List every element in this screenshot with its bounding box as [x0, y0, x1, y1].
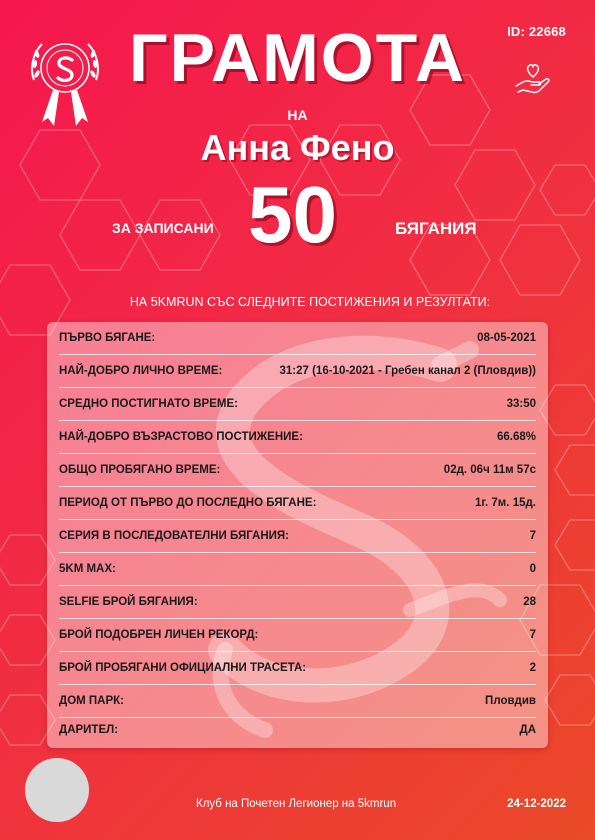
avatar-placeholder — [25, 758, 89, 822]
runs-prefix: ЗА ЗАПИСАНИ — [112, 220, 214, 236]
stat-value: 28 — [523, 596, 536, 608]
certificate-title: ГРАМОТА — [129, 20, 466, 96]
stat-value: 33:50 — [506, 398, 536, 410]
stat-value: 08-05-2021 — [477, 332, 536, 344]
stat-label: СРЕДНО ПОСТИГНАТО ВРЕМЕ: — [59, 398, 238, 410]
achievements-intro: НА 5KMRUN СЪС СЛЕДНИТЕ ПОСТИЖЕНИЯ И РЕЗУЛТАТИ: — [129, 295, 491, 309]
stat-value: 02д. 06ч 11м 57с — [443, 464, 536, 476]
stat-row-first-run — [59, 322, 536, 355]
stat-label: ОБЩО ПРОБЯГАНО ВРЕМЕ: — [59, 464, 221, 476]
stat-value: 31:27 (16-10-2021 - Гребен канал 2 (Пловдив)) — [279, 365, 536, 377]
certificate-id: ID: 22668 — [507, 24, 566, 39]
stat-row-donor — [59, 714, 536, 746]
stat-row-5km-max — [59, 553, 536, 586]
stat-row-personal-best — [59, 355, 536, 388]
stat-row-pb-count — [59, 619, 536, 652]
stat-row-total-time — [59, 454, 536, 487]
stat-label: ДАРИТЕЛ: — [59, 724, 119, 736]
stat-row-streak — [59, 520, 536, 553]
stat-row-official-routes — [59, 652, 536, 685]
stat-value: 7 — [529, 530, 536, 542]
stat-value: 0 — [529, 563, 536, 575]
stat-label: БРОЙ ПОДОБРЕН ЛИЧЕН РЕКОРД: — [59, 629, 259, 641]
stat-value: Пловдив — [485, 695, 536, 707]
footer-text: Клуб на Почетен Легионер на 5kmrun — [196, 798, 397, 810]
stat-row-age-grade — [59, 421, 536, 454]
stat-value: 1г. 7м. 15д. — [474, 497, 536, 509]
stat-value: 66.68% — [496, 431, 536, 443]
stat-value: 2 — [529, 662, 536, 674]
stat-label: БРОЙ ПРОБЯГАНИ ОФИЦИАЛНИ ТРАСЕТА: — [59, 662, 307, 674]
runs-suffix: БЯГАНИЯ — [395, 219, 477, 238]
stats-panel — [47, 322, 548, 748]
stat-label: SELFIE БРОЙ БЯГАНИЯ: — [59, 596, 198, 608]
stat-label: ПЪРВО БЯГАНЕ: — [59, 332, 156, 344]
issue-date: 24-12-2022 — [507, 798, 566, 810]
stat-value: 7 — [529, 629, 536, 641]
stat-label: ПЕРИОД ОТ ПЪРВО ДО ПОСЛЕДНО БЯГАНЕ: — [59, 497, 317, 509]
stat-row-average-time — [59, 388, 536, 421]
runs-count: 50 — [248, 170, 337, 259]
stat-label: ДОМ ПАРК: — [59, 695, 125, 707]
stat-row-selfie-runs — [59, 586, 536, 619]
recipient-name: Анна Фено — [200, 127, 395, 168]
stat-label: СЕРИЯ В ПОСЛЕДОВАТЕЛНИ БЯГАНИЯ: — [59, 530, 289, 542]
stat-value: ДА — [519, 724, 536, 736]
preposition-label: НА — [287, 107, 308, 123]
stat-label: НАЙ-ДОБРО ЛИЧНО ВРЕМЕ: — [59, 365, 223, 377]
stat-label: 5KM MAX: — [59, 563, 116, 575]
stat-row-period — [59, 487, 536, 520]
stat-label: НАЙ-ДОБРО ВЪЗРАСТОВО ПОСТИЖЕНИЕ: — [59, 431, 303, 443]
